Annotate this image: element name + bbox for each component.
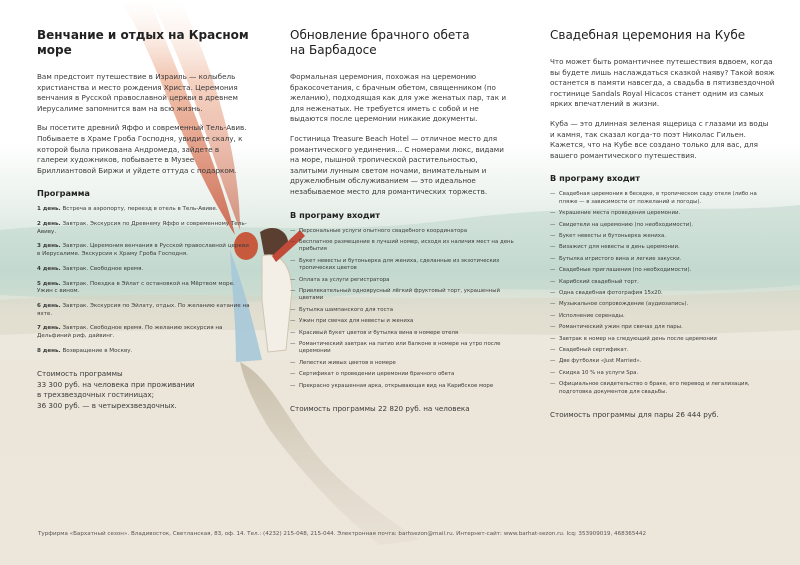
list-item: — Свадебный сертификат. xyxy=(550,347,775,354)
day-number: 6 день. xyxy=(37,302,61,309)
list-item: — Карибский свадебный торт. xyxy=(550,279,775,286)
cuba-intro-1: Что может быть романтичнее путешествия вдвоем, когда вы будете лишь наслаждаться сказкой наяву? Такой вояж останется в памяти навсегда, а свадьба в пятизвездочной гостинице Sandals Royal Hicacos станет одним из самых ярких впечатлений в жизни. xyxy=(550,57,775,109)
list-item: — Свадебные приглашения (по необходимости). xyxy=(550,267,775,274)
footer-contacts: Турфирма «Бархатный сезон». Владивосток, Светланская, 83, оф. 14. Тел.: (4232) 215-048, 215-044. Электронная почта: barhsezon@mail.ru. Интернет-сайт: www.barhat-sezon.ru. Icq: 353909019, 468365442 xyxy=(38,531,647,537)
barbados-intro-1: Формальная церемония, похожая на церемонию бракосочетания, с брачным обетом, священником (по желанию), подходящая как для уже женатых пар, так и для неженатых. Не требуется иметь с собой и не выдаются после церемонии никакие документы. xyxy=(290,72,506,124)
list-item: — Музыкальное сопровождение (аудиозапись). xyxy=(550,301,775,308)
program-day xyxy=(37,303,252,318)
barbados-includes-heading: В програму входит xyxy=(290,209,380,220)
day-number: 3 день. xyxy=(37,243,61,250)
day-number: 7 день. xyxy=(37,325,61,332)
barbados-vow-column xyxy=(290,28,515,414)
price-line: 36 300 руб. — в четырехзвездочных. xyxy=(37,400,177,410)
barbados-title xyxy=(290,28,515,58)
list-item: — Красивый букет цветов и бутылка вина в номере отеля xyxy=(290,330,515,337)
cuba-includes-list xyxy=(550,191,775,396)
list-item: — Бутылка игристого вина и легкие закуски. xyxy=(550,256,775,263)
program-day xyxy=(37,266,252,274)
day-number: 8 день. xyxy=(37,347,61,354)
program-day xyxy=(37,243,252,258)
list-item: — Визажист для невесты в день церемонии. xyxy=(550,244,775,251)
list-item: — Букет невесты и бутоньерка для жениха, сделанные из экзотических тропических цветов xyxy=(290,258,515,273)
list-item: — Две футболки «Just Married». xyxy=(550,358,775,365)
list-item: — Лепестки живых цветов в номере xyxy=(290,360,515,367)
list-item: — Бесплатное размещение в лучший номер, исходя из наличия мест на день прибытия xyxy=(290,239,515,254)
cuba-price: Стоимость программы для пары 26 444 руб. xyxy=(550,410,719,420)
list-item: — Официальное свидетельство о браке, его перевод и легализация, подготовка документов для свадьбы. xyxy=(550,381,775,396)
list-item: — Свадебная церемония в беседке, в тропическом саду отеля (либо на пляже — в зависимости от пожеланий и погоды). xyxy=(550,191,775,206)
price-line: 33 300 руб. на человека при проживании xyxy=(37,379,195,389)
list-item: — Одна свадебная фотография 15x20. xyxy=(550,290,775,297)
list-item: — Свидетели на церемонию (по необходимости). xyxy=(550,222,775,229)
price-line: в трехзвездочных гостиницах; xyxy=(37,390,155,400)
red-sea-wedding-column xyxy=(37,28,252,411)
price-line: Стоимость программы xyxy=(37,369,123,379)
program-day xyxy=(37,281,252,296)
program-heading: Программа xyxy=(37,188,90,199)
day-number: 1 день. xyxy=(37,206,61,213)
day-text: Возвращение в Москву. xyxy=(62,347,133,354)
list-item: — Украшение места проведения церемонии. xyxy=(550,210,775,217)
list-item: — Скидка 10 % на услуги Spa. xyxy=(550,370,775,377)
day-number: 2 день. xyxy=(37,221,61,228)
program-day xyxy=(37,348,252,356)
red-sea-intro-1: Вам предстоит путешествие в Израиль — колыбель христианства и место рождения Христа. Церемония венчания в Русской православной церкви в древнем Иерусалиме запомнится вам на всю жизнь. xyxy=(37,72,238,113)
day-number: 4 день. xyxy=(37,265,61,272)
program-days xyxy=(37,206,252,355)
day-text: Завтрак. Свободное время. xyxy=(62,265,144,272)
program-day xyxy=(37,221,252,236)
day-text: Завтрак. Экскурсия по Древнему Яффо и современному Тель-Авиву. xyxy=(37,221,247,235)
list-item: — Оплата за услуги регистратора xyxy=(290,277,515,284)
day-text: Завтрак. Свободное время. По желанию экскурсия на Дельфиний риф, дайвинг. xyxy=(37,325,223,340)
list-item: — Исполнение серенады. xyxy=(550,313,775,320)
barbados-includes-list xyxy=(290,228,515,391)
red-sea-intro-2: Вы посетите древний Яффо и современный Тель-Авив. Побываете в Храме Гроба Господня, увидите скалу, к которой была прикована Андромеда, зайдете в галереи художников, побываете в Музее Бриллиантовой Биржи и уйдете оттуда с подарком. xyxy=(37,123,247,175)
barbados-title-line: на Барбадосе xyxy=(290,43,377,57)
program-day xyxy=(37,206,252,214)
list-item: — Привлекательный одноярусный лёгкий фруктовый торт, украшенный цветами xyxy=(290,288,515,303)
red-sea-title: Венчание и отдых на Красном море xyxy=(37,28,249,57)
list-item: — Романтический ужин при свечах для пары. xyxy=(550,324,775,331)
red-sea-price xyxy=(37,369,252,411)
list-item: — Персональные услуги опытного свадебного координатора xyxy=(290,228,515,235)
list-item: — Бутылка шампанского для тоста xyxy=(290,307,515,314)
list-item: — Букет невесты и бутоньерка жениха. xyxy=(550,233,775,240)
program-day xyxy=(37,325,252,340)
barbados-title-line: Обновление брачного обета xyxy=(290,28,470,42)
cuba-includes-heading: В програму входит xyxy=(550,173,640,184)
cuba-wedding-column xyxy=(550,28,775,420)
list-item: — Завтрак в номер на следующий день после церемонии xyxy=(550,336,775,343)
day-number: 5 день. xyxy=(37,280,61,287)
day-text: Завтрак. Поездка в Эйлат с остановкой на Мёртвом море. Ужин с вином. xyxy=(37,280,235,295)
list-item: — Ужин при свечах для невесты и жениха xyxy=(290,318,515,325)
day-text: Завтрак. Церемония венчания в Русской православной церкви в Иерусалиме. Экскурсия к Храму Гроба Господня. xyxy=(37,243,249,258)
day-text: Завтрак. Экскурсия по Эйлату, отдых. По желанию катание на яхте. xyxy=(37,302,250,317)
barbados-price: Стоимость программы 22 820 руб. на человека xyxy=(290,404,470,414)
list-item: — Прекрасно украшенная арка, открывающая вид на Карибское море xyxy=(290,383,515,390)
cuba-intro-2: Куба — это длинная зеленая ящерица с глазами из воды и камня, так сказал когда-то поэт Николас Гильен. Кажется, что на Кубе все создано только для вас, для вашего романтического путешествия. xyxy=(550,118,769,160)
barbados-intro-2: Гостиница Treasure Beach Hotel — отличное место для романтического уединения... С номерами люкс, видами на море, пышной тропической растительностью, залитыми лунным светом ночами, внимательным и дружелюбным обслуживанием — это идеальное незабываемое место для романтических торжеств. xyxy=(290,133,504,196)
day-text: Встреча в аэропорту, переезд в отель в Тель-Авиве. xyxy=(62,206,218,213)
list-item: — Сертификат о проведении церемонии брачного обета xyxy=(290,371,515,378)
list-item: — Романтический завтрак на патио или балконе в номере на утро после церемонии xyxy=(290,341,515,356)
cuba-title: Свадебная церемония на Кубе xyxy=(550,28,746,42)
